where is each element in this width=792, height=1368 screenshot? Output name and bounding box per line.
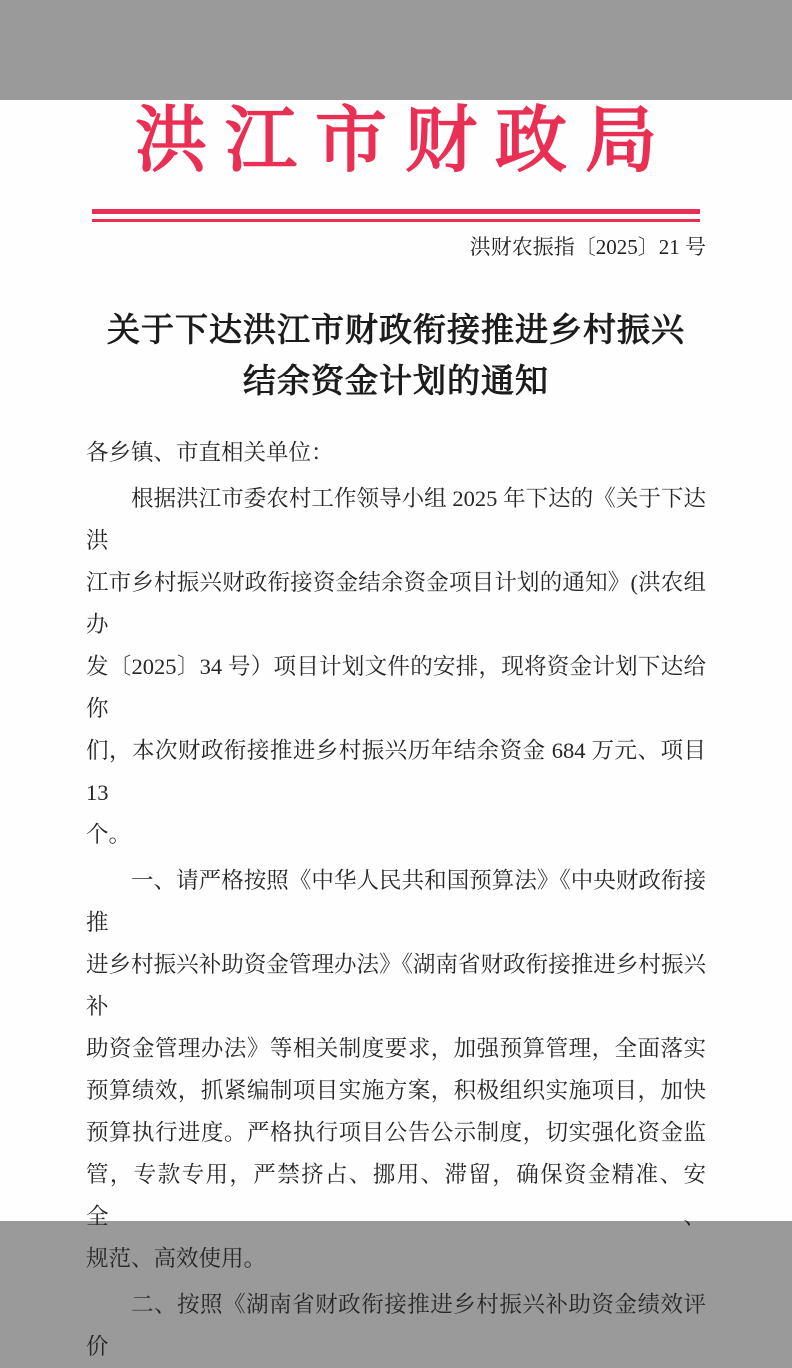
paragraph-line: 们，本次财政衔接推进乡村振兴历年结余资金 684 万元、项目 13 (86, 737, 706, 805)
document-page (0, 100, 792, 1359)
paragraph-line: 一、请严格按照《中华人民共和国预算法》《中央财政衔接推 (86, 867, 706, 935)
agency-name: 洪江市财政局 (134, 101, 675, 181)
paragraph-line: 根据洪江市委农村工作领导小组 2025 年下达的《关于下达洪 (86, 485, 706, 553)
paragraph-line: 发〔2025〕34 号）项目计划文件的安排，现将资金计划下达给你 (86, 653, 706, 721)
paragraph-line: 助资金管理办法》等相关制度要求，加强预算管理，全面落实 (86, 1035, 706, 1061)
paragraph-line: 个。 (86, 821, 132, 847)
paragraph (86, 478, 706, 856)
paragraph (86, 1284, 706, 1368)
paragraph-line: 江市乡村振兴财政衔接资金结余资金项目计划的通知》(洪农组办 (86, 569, 706, 637)
salutation: 各乡镇、市直相关单位： (86, 439, 334, 465)
paragraph-line: 二、按照《湖南省财政衔接推进乡村振兴补助资金绩效评价 (86, 1291, 706, 1359)
paragraph-line: 规范、高效使用。 (86, 1245, 267, 1271)
paragraph-line: 管，专款专用，严禁挤占、挪用、滞留，确保资金精准、安全、 (86, 1161, 706, 1229)
paragraph-line: 预算绩效，抓紧编制项目实施方案，积极组织实施项目，加快 (86, 1077, 706, 1103)
letterhead-rule-thick (92, 209, 700, 214)
paragraph (86, 860, 706, 1280)
paragraph-line: 进乡村振兴补助资金管理办法》《湖南省财政衔接推进乡村振兴补 (86, 951, 706, 1019)
document-body (86, 432, 706, 1368)
paragraph-line: 预算执行进度。严格执行项目公告公示制度，切实强化资金监 (86, 1119, 706, 1145)
document-title-line1: 关于下达洪江市财政衔接推进乡村振兴 (107, 310, 685, 348)
document-number: 洪财农振指〔2025〕21 号 (469, 234, 706, 259)
document-title (86, 304, 706, 406)
document-title-line2: 结余资金计划的通知 (243, 361, 549, 399)
letterhead-rule-thin (92, 219, 700, 222)
body-paragraphs (86, 478, 706, 1368)
